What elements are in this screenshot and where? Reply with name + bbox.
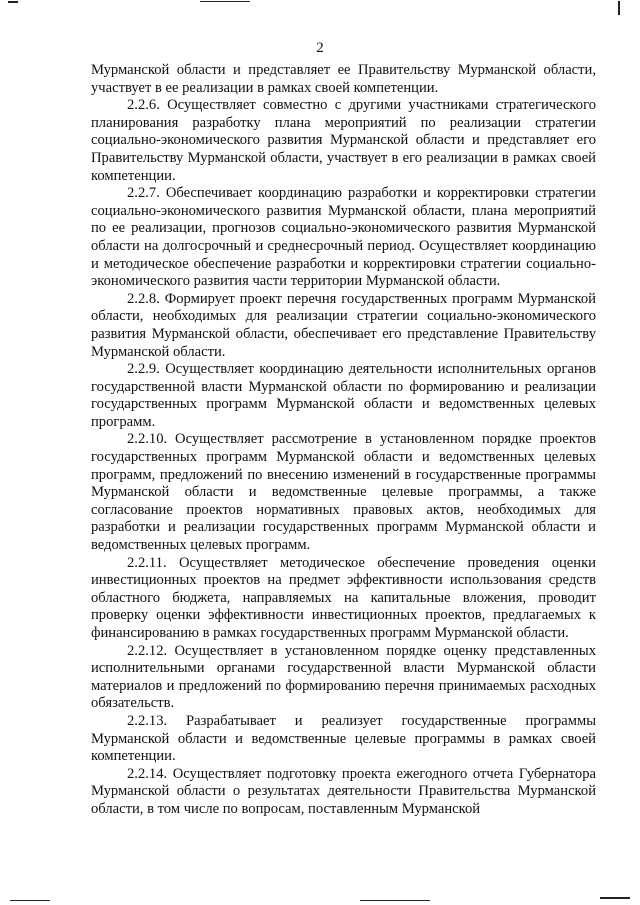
document-body: [91, 62, 596, 819]
paragraph: 2.2.6. Осуществляет совместно с другими участниками стратегического планирования разработку плана мероприятий по реализации стратегии социально-экономического развития Мурманской области и представляет его Правительству Мурманской области, участвует в его реализации в рамках своей компетенции.: [91, 97, 596, 184]
scan-mark-bottom-left: [10, 900, 50, 901]
paragraph: 2.2.10. Осуществляет рассмотрение в установленном порядке проектов государственных программ Мурманской области и ведомственных целевых программ, предложений по внесению изменений в государственные программы Мурманской области и ведомственные целевые программы, а также согласование проектов нормативных правовых актов, необходимых для разработки и реализации государственных программ Мурманской области и ведомственных целевых программ.: [91, 431, 596, 554]
scan-mark-bottom-right: [600, 897, 630, 899]
scan-mark-top-right: [618, 1, 620, 15]
paragraph: Мурманской области и представляет ее Правительству Мурманской области, участвует в ее реализации в рамках своей компетенции.: [91, 62, 596, 96]
paragraph: 2.2.7. Обеспечивает координацию разработки и корректировки стратегии социально-экономического развития Мурманской области, плана мероприятий по ее реализации, прогнозов социально-экономического развития Мурманской области на долгосрочный и среднесрочный период. Осуществляет координацию и методическое обеспечение разработки и корректировки стратегии социально-экономического развития части территории Мурманской области.: [91, 185, 596, 290]
scan-mark-top-center: [200, 1, 250, 2]
paragraph: 2.2.12. Осуществляет в установленном порядке оценку представленных исполнительными органами государственной власти Мурманской области материалов и предложений по формированию перечня принимаемых расходных обязательств.: [91, 642, 596, 712]
scan-mark-top-left: [8, 1, 18, 3]
page-number: 2: [316, 40, 324, 56]
paragraph: 2.2.11. Осуществляет методическое обеспечение проведения оценки инвестиционных проектов на предмет эффективности использования средств областного бюджета, направляемых на капитальные вложения, проводит проверку оценки эффективности инвестиционных проектов, предлагаемых к финансированию в рамках государственных программ Мурманской области.: [91, 554, 596, 641]
scan-mark-bottom-center: [360, 900, 430, 901]
paragraph: 2.2.8. Формирует проект перечня государственных программ Мурманской области, необходимых для реализации стратегии социально-экономического развития Мурманской области, обеспечивает его представление Правительству Мурманской области.: [91, 290, 596, 360]
paragraph: 2.2.14. Осуществляет подготовку проекта ежегодного отчета Губернатора Мурманской области о результатах деятельности Правительства Мурманской области, в том числе по вопросам, поставленным Мурманской: [91, 765, 596, 817]
paragraph: 2.2.9. Осуществляет координацию деятельности исполнительных органов государственной власти Мурманской области по формированию и реализации государственных программ Мурманской области и ведомственных целевых программ.: [91, 361, 596, 430]
paragraph: 2.2.13. Разрабатывает и реализует государственные программы Мурманской области и ведомственные целевые программы в рамках своей компетенции.: [91, 712, 596, 765]
